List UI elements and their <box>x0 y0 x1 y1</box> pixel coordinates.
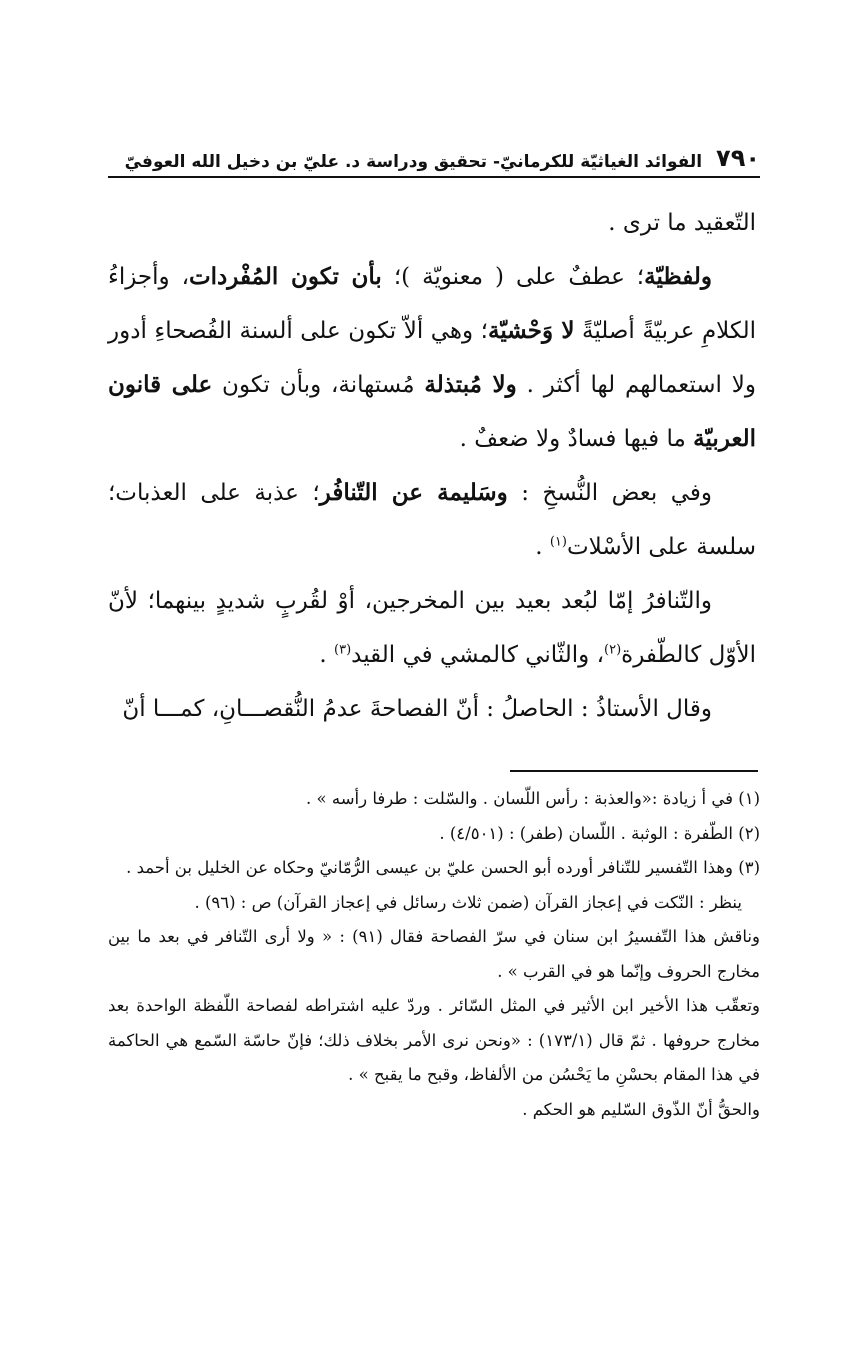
text-run: ، وأجزاءُ الكلامِ عربيّةً أصليّةً <box>108 264 757 344</box>
text-run: ؛ وهي ألاّ تكون على ألسنة الفُصحاءِ أدور ولا استعمالهم لها أكثر . <box>108 318 756 398</box>
text-run: والتّنافرُ إمّا لبُعد بعيد بين المخرجين، أوْ لقُربٍ شديدٍ بينهما؛ لأنّ الأوّل كالطّفرة <box>108 588 756 668</box>
paragraph-5: وقال الأستاذُ : الحاصلُ : أنّ الفصاحةَ عدمُ النُّقصـــانِ، كمـــا أنّ <box>122 696 712 722</box>
text-run: ؛ عطفٌ على ( معنويّة )؛ <box>381 264 645 290</box>
text-run: وفي بعض النُّسخِ : <box>507 480 712 506</box>
page-number: ٧٩٠ <box>716 144 760 172</box>
footnote-3-reference: ينظر : النّكت في إعجاز القرآن (ضمن ثلاث رسائل في إعجاز القرآن) ص : (٩٦) . <box>194 892 742 912</box>
text-run: . <box>535 534 550 560</box>
footnote-ref: (١) <box>549 534 567 550</box>
footnote-3-conclusion: والحقُّ أنّ الذّوق السّليم هو الحكم . <box>522 1099 760 1119</box>
footnotes <box>108 782 760 1127</box>
bold-term: ولفظيّة <box>644 263 713 290</box>
paragraph-4 <box>108 574 756 682</box>
bold-term: على قانون العربيّة <box>108 371 756 452</box>
footnote-separator <box>510 770 758 772</box>
text-run: ما فيها فسادٌ ولا ضعفٌ . <box>459 426 694 452</box>
paragraph-3 <box>108 466 756 574</box>
bold-term: ولا مُبتذلة <box>424 371 517 398</box>
footnote-ref: (٢) <box>604 642 622 658</box>
footnote-2: (٢) الطّفرة : الوثبة . اللّسان (طفر) : (٤/٥٠١) . <box>439 823 760 843</box>
text-run: ، والثّاني كالمشي في القيد <box>351 642 604 668</box>
main-text <box>108 196 756 736</box>
text-run: مُستهانة، وبأن تكون <box>212 372 425 398</box>
footnote-ref: (٣) <box>334 642 352 658</box>
paragraph-2 <box>108 250 756 466</box>
footnote-3-response: وتعقّب هذا الأخير ابن الأثير في المثل السّائر . وردّ عليه اشتراطه لفصاحة اللّفظة الواحدة بعد مخارج حروفها . ثمّ قال (١٧٣/١) : «ونحن نرى الأمر بخلاف ذلك؛ فإنّ حاسّة السّمع هي الحاكمة في هذا المقام بحسْنِ ما يَحْسُن من الألفاظ، وقبح ما يقبح » . <box>108 996 761 1084</box>
page-header <box>108 138 760 172</box>
header-rule <box>108 176 760 178</box>
footnote-3: (٣) وهذا التّفسير للتّنافر أورده أبو الحسن عليّ بن عيسى الرُّمّانيّ وحكاه عن الخليل بن أحمد . <box>126 858 760 877</box>
bold-term: لا وَحْشيّة <box>488 317 575 344</box>
text-run: ؛ عذبة على العذبات؛ سلسة على الأسْلات <box>108 480 756 560</box>
running-title: الفوائد الغياثيّة للكرمانيّ- تحقيق ودراسة د. عليّ بن دخيل الله العوفيّ <box>124 152 703 172</box>
bold-term: بأن تكون المُفْردات <box>189 263 382 290</box>
paragraph-1: التّعقيد ما ترى . <box>608 210 756 236</box>
footnote-1: (١) في أ زيادة :«والعذبة : رأس اللّسان . والسّلت : طرفا رأسه » . <box>306 789 760 808</box>
footnote-3-discussion: وناقش هذا التّفسيرُ ابن سنان في سرّ الفصاحة فقال (٩١) : « ولا أرى التّنافر في بعد ما بين مخارج الحروف وإنّما هو في القرب » . <box>108 927 760 981</box>
text-run: . <box>319 642 334 668</box>
bold-term: وسَليمة عن التّنافُر <box>319 479 508 506</box>
